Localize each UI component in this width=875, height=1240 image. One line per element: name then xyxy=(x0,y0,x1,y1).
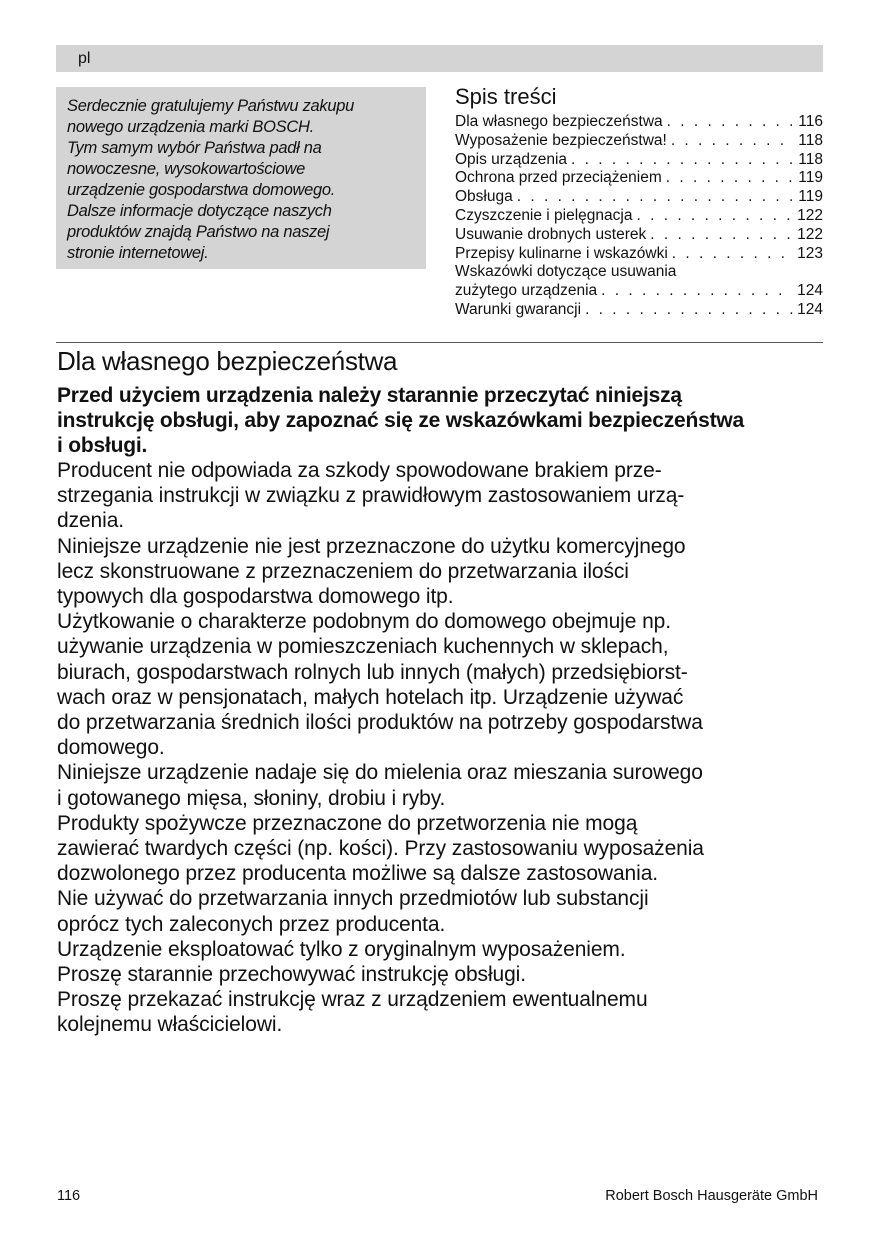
lead-line: i obsługi. xyxy=(57,434,148,457)
toc-item[interactable] xyxy=(455,245,823,264)
body-line: strzegania instrukcji w związku z prawidłowym zastosowaniem urzą- xyxy=(57,484,685,508)
body-line: do przetwarzania średnich ilości produktów na potrzeby gospodarstwa xyxy=(57,711,703,735)
body-line: Urządzenie eksploatować tylko z oryginalnym wyposażeniem. xyxy=(57,937,626,961)
toc-leader-dots xyxy=(671,132,794,151)
toc-item-label: Dla własnego bezpieczeństwa xyxy=(455,113,663,130)
body-line: Producent nie odpowiada za szkody spowodowane brakiem prze- xyxy=(57,459,662,482)
body-paragraph xyxy=(57,811,823,887)
toc-item-page: 123 xyxy=(797,244,823,262)
toc-item-page: 118 xyxy=(798,131,823,149)
intro-line: nowoczesne, wysokowartościowe xyxy=(67,160,305,178)
table-of-contents xyxy=(455,83,823,320)
body-line: domowego. xyxy=(57,736,165,760)
toc-item-label: Ochrona przed przeciążeniem xyxy=(455,169,662,187)
section-divider xyxy=(56,342,823,343)
lead-line: Przed użyciem urządzenia należy starannie przeczytać niniejszą xyxy=(57,384,682,407)
body-line: wach oraz w pensjonatach, małych hotelach itp. Urządzenie używać xyxy=(57,685,684,709)
body-line: Niniejsze urządzenie nie jest przeznaczone do użytku komercyjnego xyxy=(57,534,686,558)
toc-item[interactable] xyxy=(455,207,823,226)
intro-text xyxy=(67,96,412,264)
body-line: dozwolonego przez producenta możliwe są dalsze zastosowania. xyxy=(57,862,659,886)
body-line: zawierać twardych części (np. kości). Przy zastosowaniu wyposażenia xyxy=(57,837,704,861)
intro-line: Dalsze informacje dotyczące naszych xyxy=(67,202,332,220)
intro-line: urządzenie gospodarstwa domowego. xyxy=(67,181,336,199)
toc-item-label: Obsługa xyxy=(455,188,513,206)
toc-leader-dots xyxy=(571,151,794,170)
footer-company: Robert Bosch Hausgeräte GmbH xyxy=(605,1188,818,1204)
body-line: Proszę starannie przechowywać instrukcję obsługi. xyxy=(57,963,526,987)
body-paragraph xyxy=(57,534,823,610)
body-paragraph xyxy=(57,937,823,962)
body-line: dzenia. xyxy=(57,509,125,533)
intro-box xyxy=(56,87,426,269)
toc-item-page: 122 xyxy=(797,206,823,224)
toc-item-label: Opis urządzenia xyxy=(455,150,568,168)
toc-item-page: 119 xyxy=(798,169,823,187)
body-line: używanie urządzenia w pomieszczeniach kuchennych w sklepach, xyxy=(57,635,669,659)
body-line: kolejnemu właścicielowi. xyxy=(57,1013,283,1037)
body-line: typowych dla gospodarstwa domowego itp. xyxy=(57,585,454,609)
body-line: Niniejsze urządzenie nadaje się do mielenia oraz mieszania surowego xyxy=(57,761,703,785)
body-paragraph xyxy=(57,458,823,534)
body-paragraph xyxy=(57,886,823,936)
toc-item-page: 118 xyxy=(798,150,823,168)
body-line: i gotowanego mięsa, słoniny, drobiu i ryby. xyxy=(57,786,446,810)
lead-paragraph xyxy=(57,383,823,458)
toc-leader-dots xyxy=(517,188,795,207)
intro-line: stronie internetowej. xyxy=(67,244,209,262)
toc-item[interactable] xyxy=(455,151,823,170)
toc-title: Spis treści xyxy=(455,84,557,109)
body-line: Użytkowanie o charakterze podobnym do domowego obejmuje np. xyxy=(57,610,671,634)
toc-item-label: Warunki gwarancji xyxy=(455,300,582,318)
toc-item[interactable] xyxy=(455,113,823,132)
footer-page-number: 116 xyxy=(57,1188,81,1204)
toc-item-page: 119 xyxy=(798,188,823,206)
toc-leader-dots xyxy=(585,301,793,320)
toc-item-page: 116 xyxy=(798,113,823,130)
toc-leader-dots xyxy=(650,226,793,245)
toc-item-page: 124 xyxy=(797,282,823,300)
section-content xyxy=(57,383,823,1038)
toc-leader-dots xyxy=(601,282,793,301)
body-line: Nie używać do przetwarzania innych przedmiotów lub substancji xyxy=(57,887,649,911)
intro-line: Serdecznie gratulujemy Państwu zakupu xyxy=(67,97,354,115)
body-paragraph xyxy=(57,609,823,760)
toc-item-label: Przepisy kulinarne i wskazówki xyxy=(455,244,668,262)
language-code: pl xyxy=(78,50,91,67)
toc-item-label: Usuwanie drobnych usterek xyxy=(455,225,647,243)
toc-item-page: 124 xyxy=(797,300,823,318)
body-paragraph xyxy=(57,987,823,1037)
language-bar xyxy=(56,45,823,72)
toc-item[interactable] xyxy=(455,132,823,151)
toc-item[interactable] xyxy=(455,301,823,320)
lead-line: instrukcję obsługi, aby zapoznać się ze wskazówkami bezpieczeństwa xyxy=(57,409,745,432)
intro-line: Tym samym wybór Państwa padł na xyxy=(67,139,322,157)
intro-line: nowego urządzenia marki BOSCH. xyxy=(67,118,314,136)
body-line: biurach, gospodarstwach rolnych lub innych (małych) przedsiębiorst- xyxy=(57,660,688,684)
toc-leader-dots xyxy=(667,113,795,132)
body-line: lecz skonstruowane z przeznaczeniem do przetwarzania ilości xyxy=(57,559,629,583)
toc-item-label: Czyszczenie i pielęgnacja xyxy=(455,206,633,224)
toc-item-label: Wyposażenie bezpieczeństwa! xyxy=(455,131,667,149)
body-text xyxy=(57,458,823,1038)
toc-item[interactable] xyxy=(455,226,823,245)
toc-item[interactable] xyxy=(455,188,823,207)
intro-line: produktów znajdą Państwo na naszej xyxy=(67,223,330,241)
body-paragraph xyxy=(57,962,823,987)
body-paragraph xyxy=(57,760,823,810)
toc-item-first-line[interactable] xyxy=(455,263,823,282)
toc-leader-dots xyxy=(636,207,793,226)
toc-item[interactable] xyxy=(455,282,823,301)
toc-item-label: zużytego urządzenia xyxy=(455,282,598,300)
toc-leader-dots xyxy=(666,169,795,188)
toc-item[interactable] xyxy=(455,169,823,188)
body-line: Proszę przekazać instrukcję wraz z urządzeniem ewentualnemu xyxy=(57,988,648,1012)
toc-leader-dots xyxy=(672,245,793,264)
body-line: oprócz tych zaleconych przez producenta. xyxy=(57,912,446,936)
toc-item-page: 122 xyxy=(797,225,823,243)
section-title: Dla własnego bezpieczeństwa xyxy=(57,346,398,376)
body-line: Produkty spożywcze przeznaczone do przetworzenia nie mogą xyxy=(57,811,638,835)
toc-list xyxy=(455,113,823,320)
toc-item-label: Wskazówki dotyczące usuwania xyxy=(455,263,677,281)
